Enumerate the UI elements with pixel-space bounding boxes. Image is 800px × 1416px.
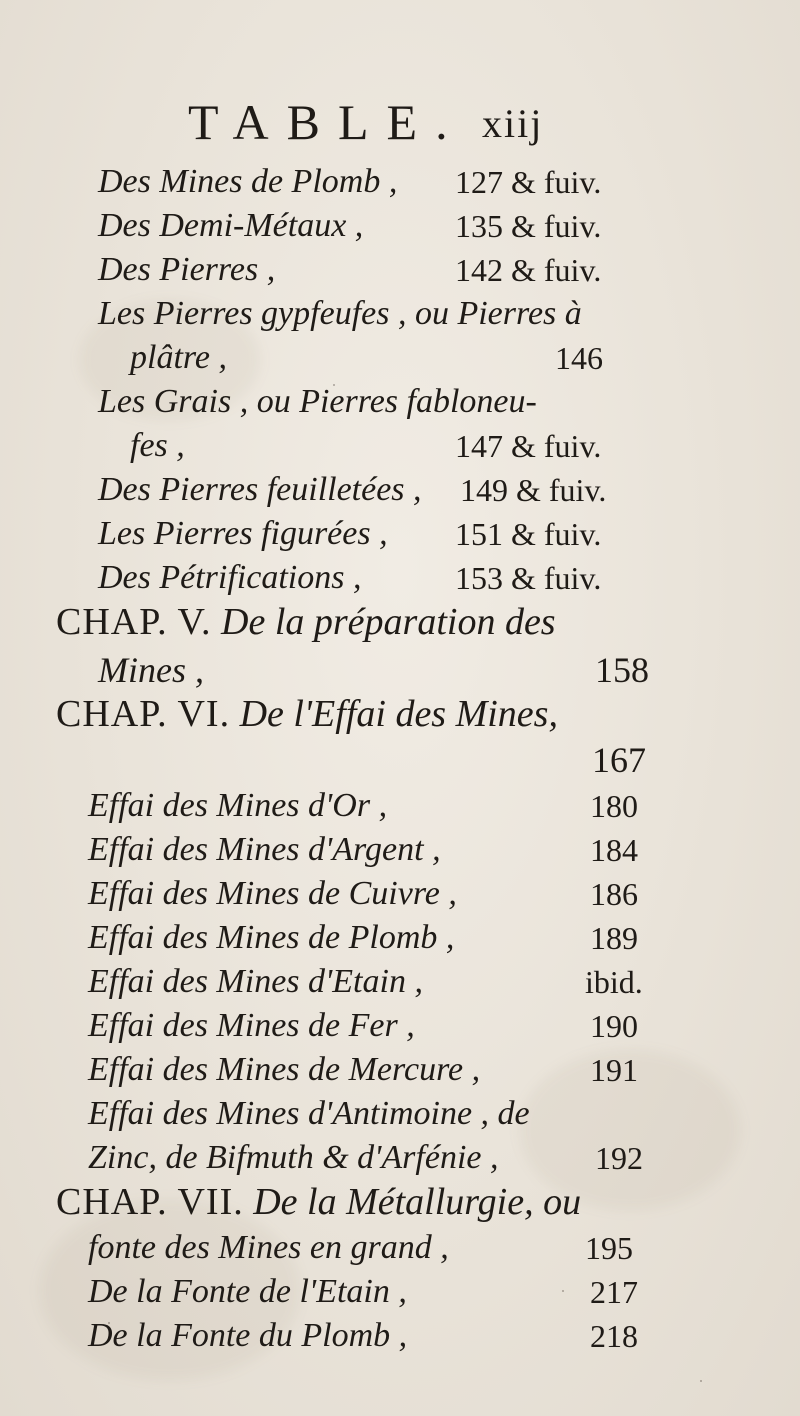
toc-entry-page: 167 — [592, 740, 646, 780]
toc-entry-page: ibid. — [585, 964, 643, 1000]
toc-entry-page: 190 — [590, 1008, 638, 1044]
toc-entry-text: Des Pétrifications , — [98, 559, 362, 596]
toc-entry-text: Effai des Mines d'Argent , — [88, 831, 441, 868]
toc-entry-page: 153 & fuiv. — [455, 560, 602, 596]
toc-entry-text: Effai des Mines d'Etain , — [88, 963, 423, 1000]
page-number: xiij — [482, 101, 544, 146]
chapter-heading — [56, 1178, 581, 1226]
toc-entry-text: De la Fonte du Plomb , — [88, 1317, 408, 1354]
toc-entry-page: 191 — [590, 1052, 638, 1088]
toc-entry-text: Des Demi-Métaux , — [98, 207, 364, 244]
toc-entry-page: 189 — [590, 920, 638, 956]
toc-entry-text: Effai des Mines de Mercure , — [88, 1051, 481, 1088]
toc-entry-page: 192 — [595, 1140, 643, 1176]
toc-entry-page: 217 — [590, 1274, 638, 1310]
chapter-label: CHAP. VI. — [56, 693, 231, 735]
toc-entry-page: 158 — [595, 650, 649, 690]
page-title: TABLE. — [188, 94, 466, 150]
toc-entry-text: Effai des Mines de Plomb , — [88, 919, 455, 956]
toc-entry-page: 180 — [590, 788, 638, 824]
toc-entry-text: plâtre , — [130, 339, 227, 376]
toc-entry-page: 218 — [590, 1318, 638, 1354]
toc-entry-page: 142 & fuiv. — [455, 252, 602, 288]
toc-entry-page: 135 & fuiv. — [455, 208, 602, 244]
toc-entry-text: Effai des Mines de Cuivre , — [88, 875, 457, 912]
chapter-title: De la préparation des — [221, 601, 556, 643]
chapter-heading — [56, 598, 556, 646]
toc-entry-text: Les Pierres gypfeufes , ou Pierres à — [98, 295, 582, 332]
toc-entry-text: Les Grais , ou Pierres fabloneu- — [98, 383, 537, 420]
toc-entry-page: 149 & fuiv. — [460, 472, 607, 508]
toc-entry-page: 127 & fuiv. — [455, 164, 602, 200]
toc-entry-text: Effai des Mines d'Antimoine , de — [88, 1095, 530, 1132]
chapter-label: CHAP. VII. — [56, 1181, 244, 1223]
toc-entry-text: Effai des Mines de Fer , — [88, 1007, 415, 1044]
toc-entry-text: Les Pierres figurées , — [98, 515, 388, 552]
toc-entry-text: Des Pierres , — [98, 251, 276, 288]
toc-entry-page: 151 & fuiv. — [455, 516, 602, 552]
toc-entry-text: Des Mines de Plomb , — [98, 163, 398, 200]
toc-entry-page: 146 — [555, 340, 603, 376]
toc-entry-text: fes , — [130, 427, 185, 464]
running-header — [188, 92, 588, 152]
chapter-heading — [56, 690, 558, 738]
chapter-title: De l'Effai des Mines, — [239, 693, 558, 735]
chapter-title: De la Métallurgie, ou — [253, 1181, 582, 1223]
toc-entry-text: Des Pierres feuilletées , — [98, 471, 422, 508]
toc-entry-page: 195 — [585, 1230, 633, 1266]
chapter-title-cont: Mines , — [98, 650, 204, 690]
chapter-title-cont: fonte des Mines en grand , — [88, 1229, 449, 1266]
toc-entry-page: 186 — [590, 876, 638, 912]
toc-entry-page: 147 & fuiv. — [455, 428, 602, 464]
toc-entry-text: Effai des Mines d'Or , — [88, 787, 388, 824]
toc-entry-text: De la Fonte de l'Etain , — [88, 1273, 407, 1310]
toc-entry-page: 184 — [590, 832, 638, 868]
toc-entry-text: Zinc, de Bifmuth & d'Arfénie , — [88, 1139, 499, 1176]
chapter-label: CHAP. V. — [56, 601, 212, 643]
